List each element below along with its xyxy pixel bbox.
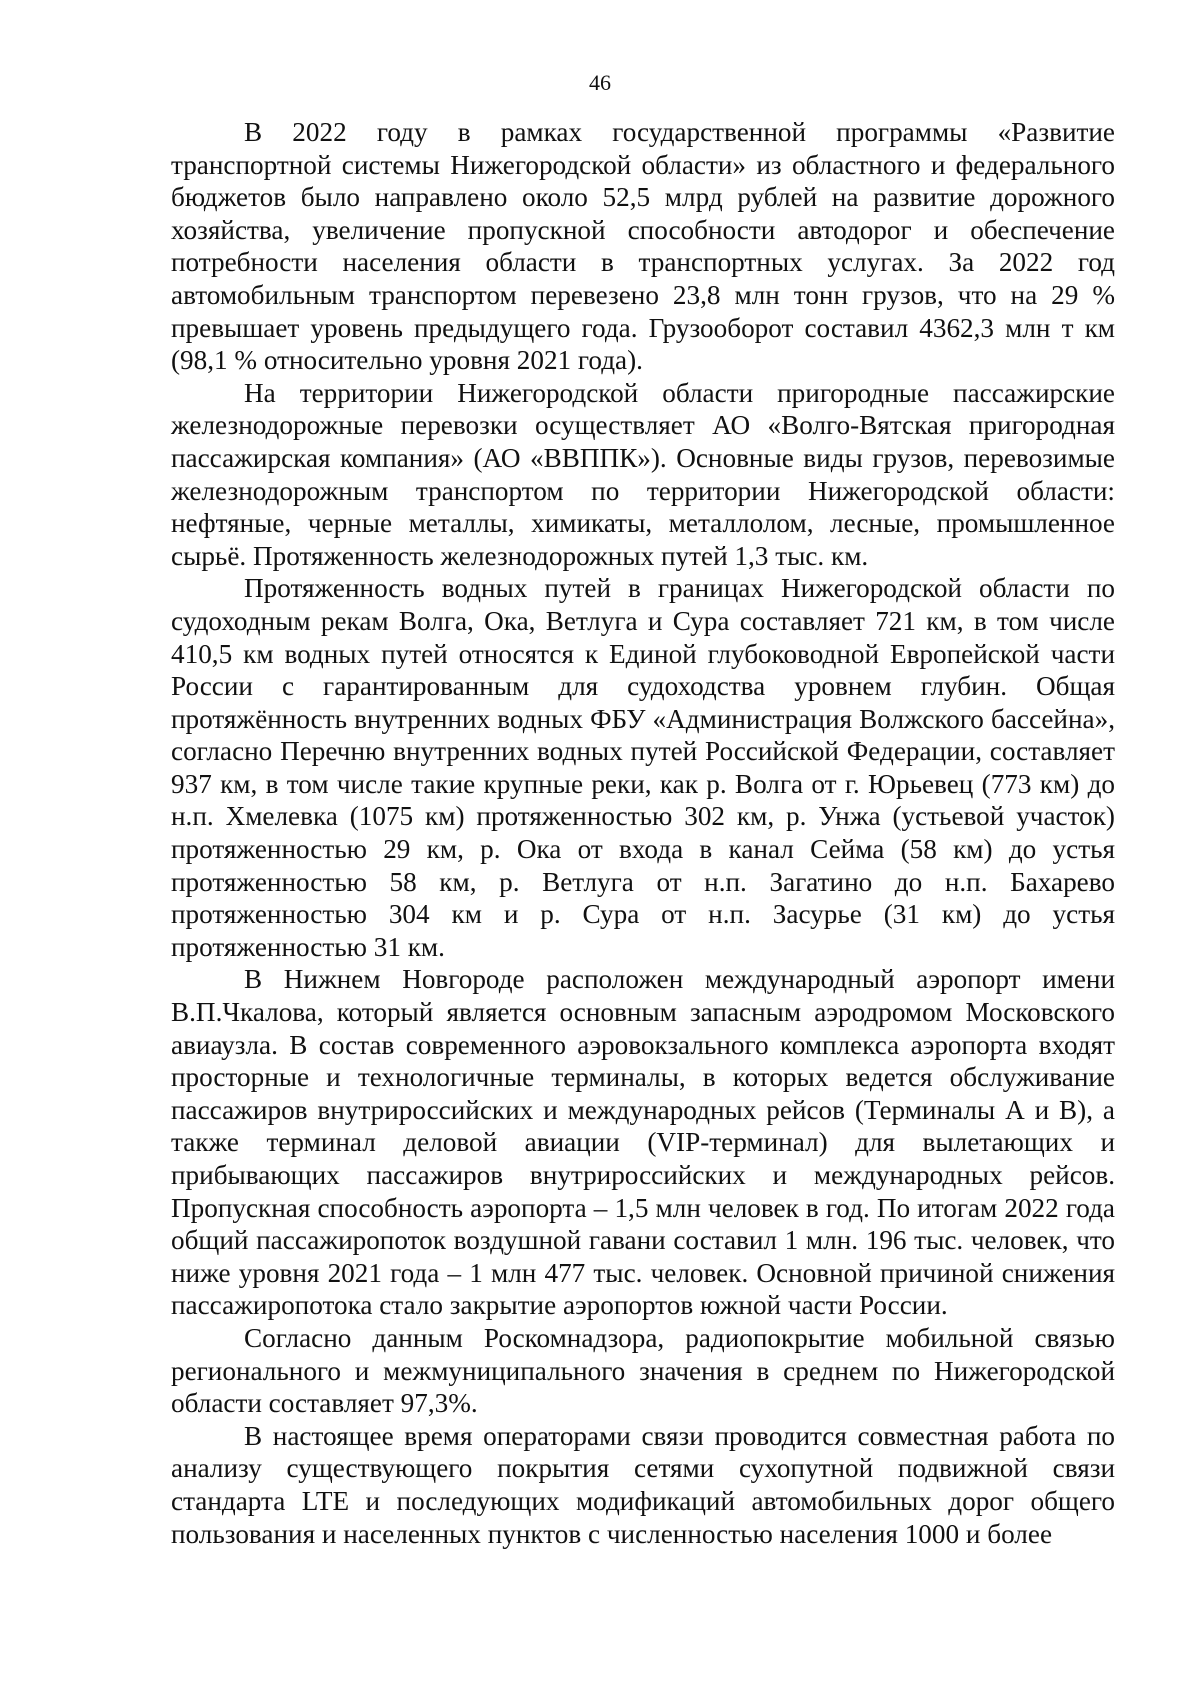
- paragraph-railway-transport: На территории Нижегородской области пригородные пассажирские железнодорожные перевозки осуществляет АО «Волго-Вятская пригородная пассажирская компания» (АО «ВВППК»). Основные виды грузов, перевозимые железнодорожным транспортом по территории Нижегородской области: нефтяные, черные металлы, химикаты, металлолом, лесные, промышленное сырьё. Протяженность железнодорожных путей 1,3 тыс. км.: [171, 377, 1115, 571]
- document-body: [171, 116, 1115, 1550]
- paragraph-lte-coverage: В настоящее время операторами связи проводится совместная работа по анализу существующего покрытия сетями сухопутной подвижной связи стандарта LTE и последующих модификаций автомобильных дорог общего пользования и населенных пунктов с численностью населения 1000 и более: [171, 1420, 1115, 1549]
- paragraph-mobile-coverage: Согласно данным Роскомнадзора, радиопокрытие мобильной связью регионального и межмуниципального значения в среднем по Нижегородской области составляет 97,3%.: [171, 1322, 1115, 1419]
- page-number: 46: [589, 70, 611, 95]
- paragraph-air-transport: В Нижнем Новгороде расположен международный аэропорт имени В.П.Чкалова, который является основным запасным аэродромом Московского авиаузла. В состав современного аэровокзального комплекса аэропорта входят просторные и технологичные терминалы, в которых ведется обслуживание пассажиров внутрироссийских и международных рейсов (Терминалы А и В), а также терминал деловой авиации (VIP-терминал) для вылетающих и прибывающих пассажиров внутрироссийских и международных рейсов. Пропускная способность аэропорта – 1,5 млн человек в год. По итогам 2022 года общий пассажиропоток воздушной гавани составил 1 млн. 196 тыс. человек, что ниже уровня 2021 года – 1 млн 477 тыс. человек. Основной причиной снижения пассажиропотока стало закрытие аэропортов южной части России.: [171, 964, 1115, 1321]
- paragraph-water-transport: Протяженность водных путей в границах Нижегородской области по судоходным рекам Волга, Ока, Ветлуга и Сура составляет 721 км, в том числе 410,5 км водных путей относятся к Единой глубоководной Европейской части России с гарантированным для судоходства уровнем глубин. Общая протяжённость внутренних водных ФБУ «Администрация Волжского бассейна», согласно Перечню внутренних водных путей Российской Федерации, составляет 937 км, в том числе такие крупные реки, как р. Волга от г. Юрьевец (773 км) до н.п. Хмелевка (1075 км) протяженностью 302 км, р. Унжа (устьевой участок) протяженностью 29 км, р. Ока от входа в канал Сейма (58 км) до устья протяженностью 58 км, р. Ветлуга от н.п. Загатино до н.п. Бахарево протяженностью 304 км и р. Сура от н.п. Засурье (31 км) до устья протяженностью 31 км.: [171, 573, 1115, 962]
- paragraph-road-transport: В 2022 году в рамках государственной программы «Развитие транспортной системы Нижегородской области» из областного и федерального бюджетов было направлено около 52,5 млрд рублей на развитие дорожного хозяйства, увеличение пропускной способности автодорог и обеспечение потребности населения области в транспортных услугах. За 2022 год автомобильным транспортом перевезено 23,8 млн тонн грузов, что на 29 % превышает уровень предыдущего года. Грузооборот составил 4362,3 млн т км (98,1 % относительно уровня 2021 года).: [171, 117, 1115, 376]
